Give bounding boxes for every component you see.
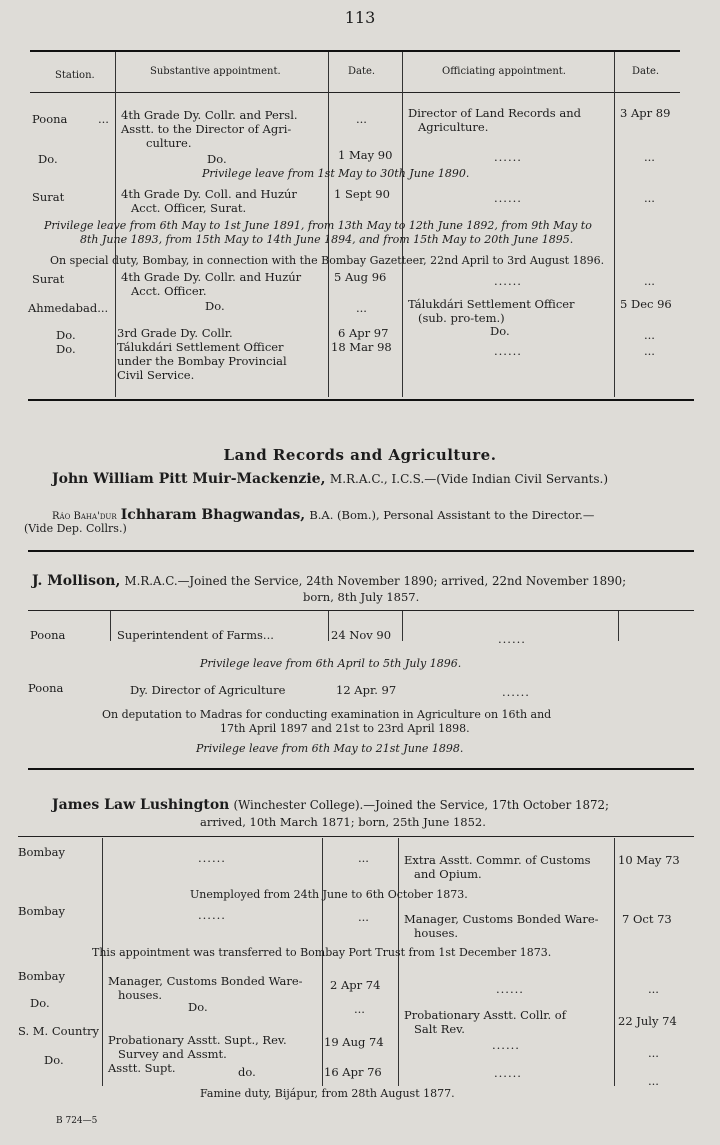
officiating-line: (sub. pro-tem.): [418, 311, 505, 325]
date: ...: [356, 112, 367, 126]
substantive: ......: [198, 851, 226, 865]
col-rule: [328, 611, 329, 641]
officiating-line: and Opium.: [414, 867, 482, 881]
officer-details: B.A. (Bom.), Personal Assistant to the Director.—: [309, 508, 595, 522]
entry-muir: [52, 471, 608, 487]
date: 12 Apr. 97: [336, 683, 397, 697]
officiating: ......: [498, 632, 526, 646]
col-rule: [110, 611, 111, 641]
officiating: ......: [494, 1066, 522, 1080]
officiating-line: Manager, Customs Bonded Ware-: [404, 912, 599, 926]
date: 5 Aug 96: [334, 270, 387, 284]
station: Poona: [28, 681, 64, 695]
officiating-date: ...: [644, 191, 655, 205]
header-odate: Date.: [632, 66, 660, 77]
officiating-date: 3 Apr 89: [620, 106, 671, 120]
officiating-date: ...: [648, 1074, 659, 1088]
note: On special duty, Bombay, in connection with the Bombay Gazetteer, 22nd April to 3rd August 1896.: [50, 254, 605, 267]
table-top-rule: [30, 50, 680, 52]
officiating-date: 10 May 73: [618, 853, 680, 867]
substantive: Do.: [188, 1000, 208, 1014]
date: 1 May 90: [338, 148, 393, 162]
substantive-line: Acct. Officer, Surat.: [131, 201, 247, 215]
note: 8th June 1893, from 15th May to 14th June 1894, and from 15th May to 20th June 1895.: [80, 233, 574, 246]
note: Privilege leave from 1st May to 30th June 1890.: [202, 167, 470, 180]
col-rule: [102, 838, 103, 1086]
officiating: ......: [496, 982, 524, 996]
station: Surat: [32, 190, 65, 204]
station: S. M. Country: [18, 1024, 100, 1038]
officiating: ......: [494, 191, 522, 205]
officer-name: Ichharam Bhagwandas,: [120, 507, 306, 523]
col-rule: [402, 611, 403, 641]
date: 18 Mar 98: [331, 340, 392, 354]
substantive: Do.: [207, 152, 227, 166]
entry-lushington: [52, 797, 609, 813]
officer-details-line2: born, 8th July 1857.: [303, 590, 420, 604]
officiating: ......: [494, 344, 522, 358]
officiating-date: ...: [644, 274, 655, 288]
station: Poona: [32, 112, 68, 126]
officer-name: J. Mollison,: [32, 573, 121, 589]
section-heading: Land Records and Agriculture.: [223, 446, 497, 464]
station: Bombay: [18, 969, 65, 983]
substantive-line: Survey and Assmt.: [118, 1047, 227, 1061]
substantive-line: Tálukdári Settlement Officer: [117, 340, 284, 354]
header-officiating: Officiating appointment.: [442, 66, 566, 77]
officer-details-line2: (Vide Dep. Collrs.): [24, 522, 127, 535]
officer-details-line2: arrived, 10th March 1871; born, 25th June 1852.: [200, 815, 486, 829]
substantive-line: Civil Service.: [117, 368, 195, 382]
substantive: 3rd Grade Dy. Collr.: [117, 326, 233, 340]
station: Surat: [32, 272, 65, 286]
officer-details: M.R.A.C.—Joined the Service, 24th November 1890; arrived, 22nd November 1890;: [124, 574, 627, 588]
note: Famine duty, Bijápur, from 28th August 1877.: [200, 1087, 455, 1100]
note: On deputation to Madras for conducting examination in Agriculture on 16th and: [102, 708, 552, 721]
date: ...: [356, 301, 367, 315]
officiating-line: Tálukdári Settlement Officer: [408, 297, 575, 311]
date: 1 Sept 90: [334, 187, 390, 201]
substantive-line: culture.: [146, 136, 192, 150]
note: This appointment was transferred to Bombay Port Trust from 1st December 1873.: [92, 946, 552, 959]
date: 2 Apr 74: [330, 978, 381, 992]
substantive-line: Probationary Asstt. Supt., Rev.: [108, 1033, 287, 1047]
station: Bombay: [18, 904, 65, 918]
section-rule: [28, 768, 694, 770]
station: Ahmedabad...: [28, 301, 109, 315]
substantive: Dy. Director of Agriculture: [130, 683, 286, 697]
substantive-line: 4th Grade Dy. Collr. and Huzúr: [121, 270, 302, 284]
leader-dots: ...: [98, 112, 109, 126]
section-rule: [28, 550, 694, 552]
substantive-line: 4th Grade Dy. Coll. and Huzúr: [121, 187, 297, 201]
officer-name: John William Pitt Muir-Mackenzie,: [52, 471, 326, 487]
officiating-line: Director of Land Records and: [408, 106, 581, 120]
officiating-date: ...: [644, 150, 655, 164]
officiating-date: 7 Oct 73: [622, 912, 672, 926]
date: ...: [358, 851, 369, 865]
date: ...: [358, 910, 369, 924]
officiating: ......: [494, 150, 522, 164]
officiating-line: Extra Asstt. Commr. of Customs: [404, 853, 591, 867]
note: Unemployed from 24th June to 6th October 1873.: [190, 888, 468, 901]
row-rule: [28, 610, 694, 611]
station: Do.: [56, 328, 76, 342]
col-rule: [322, 838, 323, 1086]
station: Do.: [56, 342, 76, 356]
officiating: ......: [502, 685, 530, 699]
col-rule: [614, 52, 615, 397]
officiating-date: ...: [644, 344, 655, 358]
substantive: ......: [198, 908, 226, 922]
note: Privilege leave from 6th April to 5th July 1896.: [200, 657, 462, 670]
station: Do.: [44, 1053, 64, 1067]
row-rule: [18, 836, 694, 837]
substantive-line: Acct. Officer.: [131, 284, 207, 298]
substantive-line: Manager, Customs Bonded Ware-: [108, 974, 303, 988]
header-date: Date.: [348, 66, 376, 77]
officer-details: (Winchester College).—Joined the Service, 17th October 1872;: [233, 798, 610, 812]
substantive: Do.: [205, 299, 225, 313]
note: 17th April 1897 and 21st to 23rd April 1898.: [220, 722, 470, 735]
substantive-line: Asstt. to the Director of Agri-: [121, 122, 292, 136]
officiating-line: Agriculture.: [418, 120, 489, 134]
officiating-date: ...: [644, 328, 655, 342]
date: 19 Aug 74: [324, 1035, 384, 1049]
substantive: Superintendent of Farms...: [117, 628, 274, 642]
officiating: ......: [492, 1038, 520, 1052]
printer-code: B 724—5: [56, 1116, 98, 1126]
col-rule: [398, 838, 399, 1086]
table-bottom-rule: [28, 399, 694, 401]
officiating-line: Probationary Asstt. Collr. of: [404, 1008, 566, 1022]
header-substantive: Substantive appointment.: [150, 66, 281, 77]
substantive-line: under the Bombay Provincial: [117, 354, 287, 368]
station: Bombay: [18, 845, 65, 859]
entry-mollison: [32, 573, 626, 589]
officiating: Do.: [490, 324, 510, 338]
substantive-line: houses.: [118, 988, 163, 1002]
date: 16 Apr 76: [324, 1065, 382, 1079]
date: 6 Apr 97: [338, 326, 389, 340]
station: Poona: [30, 628, 66, 642]
officer-title: Ráo Baha'dur: [52, 511, 117, 522]
substantive: Asstt. Supt.: [108, 1061, 176, 1075]
officiating: ......: [494, 274, 522, 288]
officer-details: M.R.A.C., I.C.S.—(Vide Indian Civil Servants.): [329, 472, 609, 486]
header-bottom-rule: [30, 92, 680, 93]
col-rule: [614, 838, 615, 1086]
officer-name: James Law Lushington: [52, 797, 230, 813]
officiating-line: houses.: [414, 926, 459, 940]
date: 24 Nov 90: [331, 628, 392, 642]
date: ...: [354, 1002, 365, 1016]
page-number: 113: [344, 8, 376, 27]
officiating-date: ...: [648, 1046, 659, 1060]
officiating-date: 5 Dec 96: [620, 297, 672, 311]
officiating-date: ...: [648, 982, 659, 996]
note: Privilege leave from 6th May to 21st June 1898.: [196, 742, 464, 755]
header-station: Station.: [55, 70, 95, 81]
station: Do.: [30, 996, 50, 1010]
note: Privilege leave from 6th May to 1st June 1891, from 13th May to 12th June 1892, from 9th May to: [44, 219, 592, 232]
col-rule: [618, 611, 619, 641]
substantive-line: 4th Grade Dy. Collr. and Persl.: [121, 108, 298, 122]
officiating-date: 22 July 74: [618, 1014, 677, 1028]
station: Do.: [38, 152, 58, 166]
substantive-do: do.: [238, 1065, 256, 1079]
entry-ichharam: [52, 507, 594, 523]
officiating-line: Salt Rev.: [414, 1022, 465, 1036]
